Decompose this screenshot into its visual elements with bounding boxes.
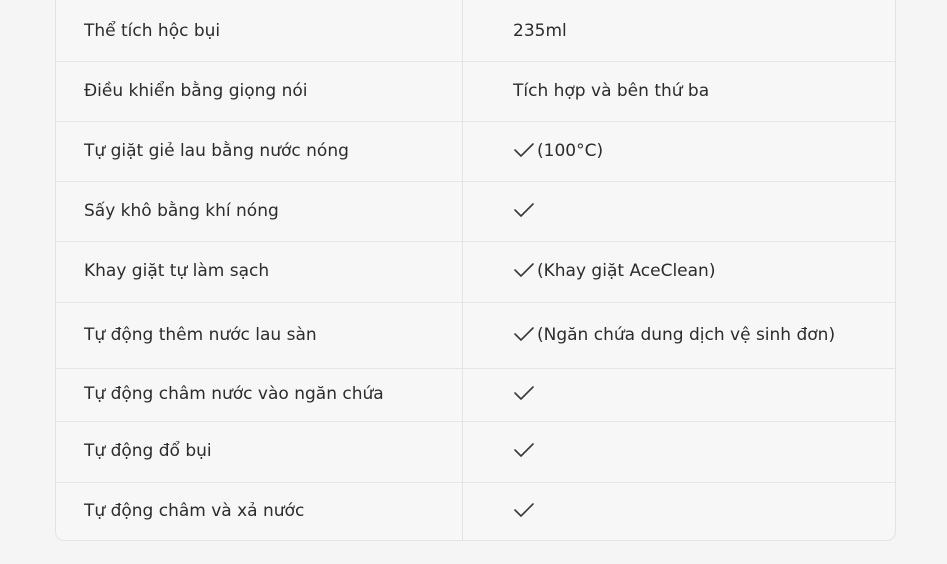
spec-value-text: (Ngăn chứa dung dịch vệ sinh đơn) — [537, 324, 836, 345]
spec-value — [463, 241, 896, 302]
spec-value-text: Tích hợp và bên thứ ba — [513, 80, 710, 101]
spec-label: Tự động châm nước vào ngăn chứa — [56, 368, 463, 421]
spec-value — [463, 302, 896, 368]
spec-label: Khay giặt tự làm sạch — [56, 241, 463, 302]
spec-value-text: 235ml — [513, 20, 567, 41]
spec-label: Tự giặt giẻ lau bằng nước nóng — [56, 121, 463, 181]
spec-table — [56, 0, 895, 540]
spec-label: Điều khiển bằng giọng nói — [56, 61, 463, 121]
table-row — [56, 421, 895, 482]
checkmark-icon — [513, 442, 535, 458]
checkmark-icon — [513, 385, 535, 401]
table-row — [56, 302, 895, 368]
checkmark-icon — [513, 326, 535, 342]
spec-table-card — [55, 0, 896, 541]
table-row — [56, 0, 895, 61]
checkmark-icon — [513, 262, 535, 278]
spec-label: Thể tích hộc bụi — [56, 0, 463, 61]
checkmark-icon — [513, 142, 535, 158]
spec-label: Sấy khô bằng khí nóng — [56, 181, 463, 241]
spec-value-text: (100°C) — [537, 140, 604, 161]
checkmark-icon — [513, 202, 535, 218]
table-row — [56, 61, 895, 121]
spec-value — [463, 482, 896, 540]
spec-value-text: (Khay giặt AceClean) — [537, 261, 716, 282]
table-row — [56, 368, 895, 421]
spec-value — [463, 61, 896, 121]
spec-value — [463, 368, 896, 421]
table-row — [56, 241, 895, 302]
spec-value — [463, 0, 896, 61]
spec-value — [463, 181, 896, 241]
spec-label: Tự động thêm nước lau sàn — [56, 302, 463, 368]
table-row — [56, 121, 895, 181]
spec-label: Tự động đổ bụi — [56, 421, 463, 482]
checkmark-icon — [513, 502, 535, 518]
spec-value — [463, 421, 896, 482]
table-row — [56, 482, 895, 540]
spec-label: Tự động châm và xả nước — [56, 482, 463, 540]
spec-value — [463, 121, 896, 181]
spec-table-body — [56, 0, 895, 540]
table-row — [56, 181, 895, 241]
